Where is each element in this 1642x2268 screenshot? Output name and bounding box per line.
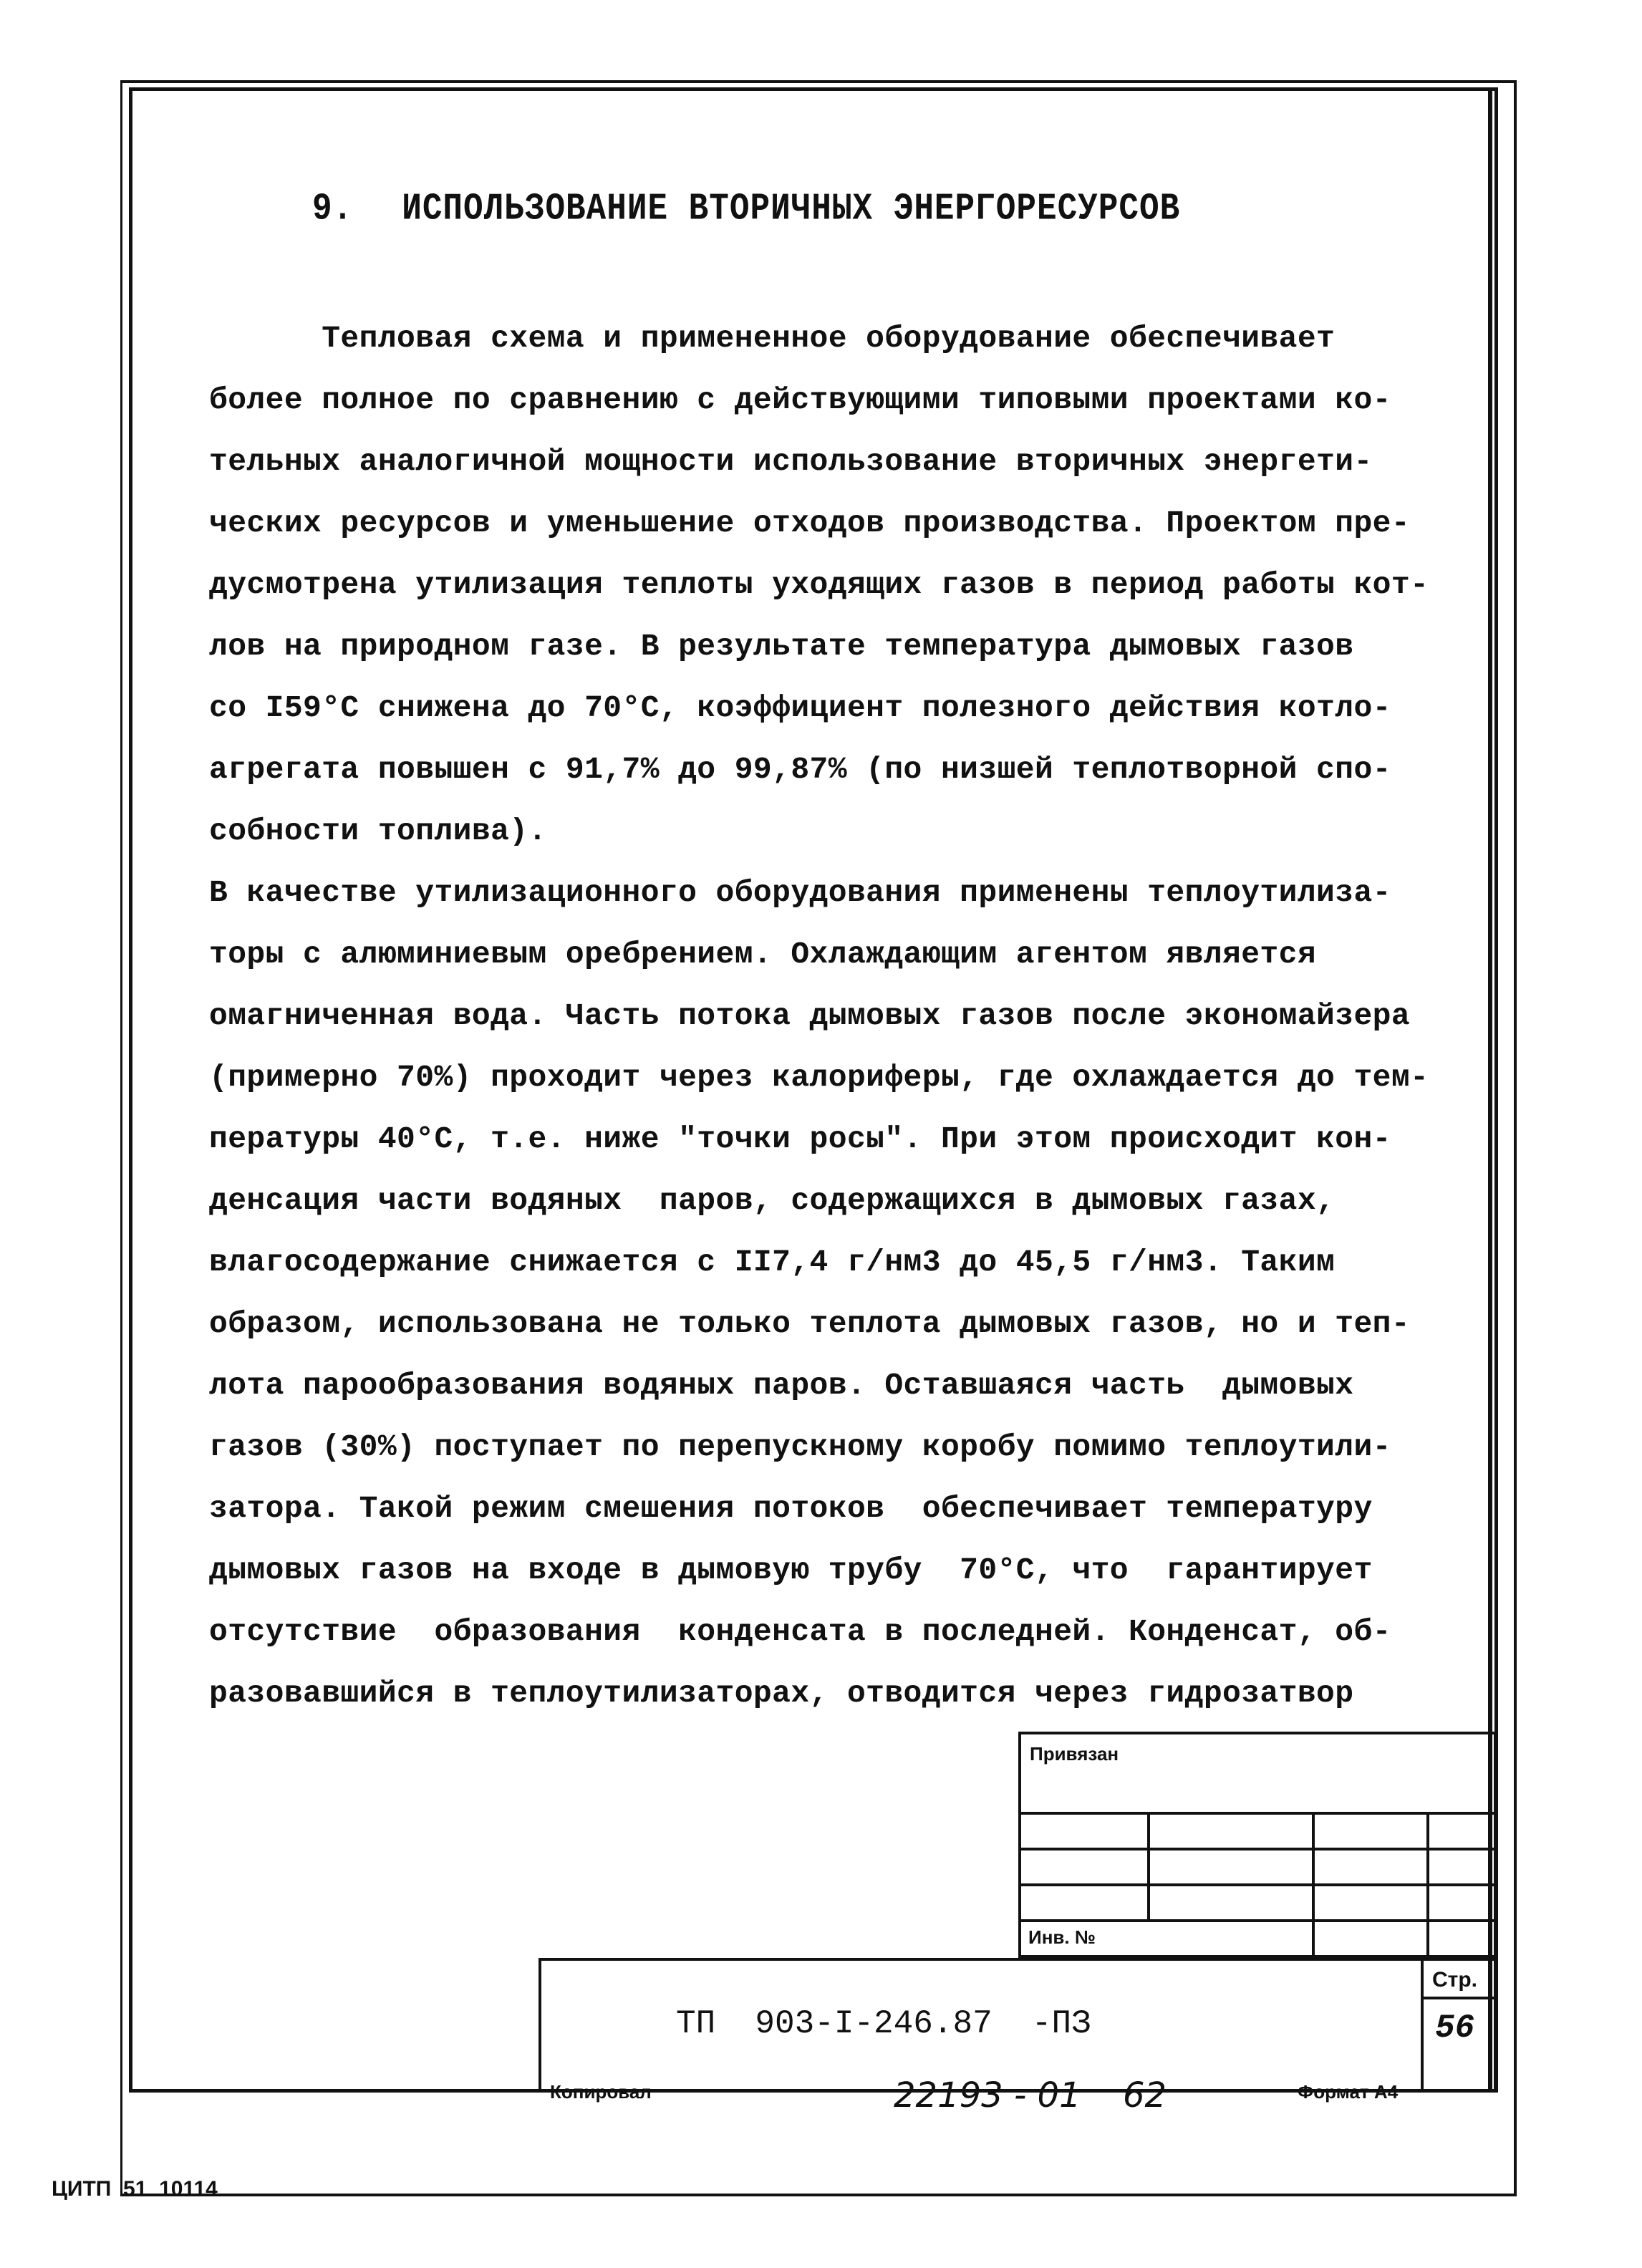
text-line: пературы 40°С, т.е. ниже "точки росы". При этом происходит кон-: [209, 1121, 1391, 1157]
text-line: собности топлива).: [209, 814, 547, 849]
text-line: отсутствие образования конденсата в последней. Конденсат, об-: [209, 1614, 1391, 1649]
handwritten-order-number: 22193 - 01: [894, 2075, 1081, 2115]
text-line: (примерно 70%) проходит через калориферы, где охлаждается до тем-: [209, 1060, 1429, 1095]
text-line: затора. Такой режим смешения потоков обеспечивает температуру: [209, 1491, 1373, 1526]
page-number: 56: [1435, 2009, 1475, 2047]
text-line: влагосодержание снижается с II7,4 г/нм3 до 45,5 г/нм3. Таким: [209, 1245, 1336, 1280]
stamp-rule: [1421, 1997, 1497, 1999]
binding-label: Привязан: [1030, 1743, 1119, 1765]
text-line: торы с алюминиевым оребрением. Охлаждающим агентом является: [209, 937, 1317, 972]
format-label: Формат А4: [1298, 2081, 1399, 2103]
stamp-divider: [1421, 1958, 1424, 2093]
handwritten-sheet-number: 62: [1123, 2075, 1167, 2115]
document-code: ТП 903-I-246.87 -ПЗ: [676, 2005, 1091, 2042]
section-heading: [312, 188, 1180, 231]
text-line: дусмотрена утилизация теплоты уходящих газов в период работы кот-: [209, 567, 1429, 602]
printer-mark: ЦИТП 51 10114: [52, 2177, 218, 2201]
text-line: дымовых газов на входе в дымовую трубу 70°С, что гарантирует: [209, 1553, 1373, 1588]
text-line: лота парообразования водяных паров. Оставшаяся часть дымовых: [209, 1368, 1354, 1403]
text-line: В качестве утилизационного оборудования применены теплоутилиза-: [209, 875, 1391, 910]
page-label: Стр.: [1432, 1968, 1478, 1992]
section-title: ИСПОЛЬЗОВАНИЕ ВТОРИЧНЫХ ЭНЕРГОРЕСУРСОВ: [402, 188, 1181, 231]
binding-stamp: [1018, 1732, 1497, 1958]
text-line: со I59°С снижена до 70°С, коэффициент полезного действия котло-: [209, 690, 1391, 725]
text-line: ческих ресурсов и уменьшение отходов производства. Проектом пре-: [209, 506, 1411, 541]
inventory-number-label: Инв. №: [1028, 1926, 1096, 1948]
text-line: более полное по сравнению с действующими типовыми проектами ко-: [209, 382, 1391, 418]
stamp-divider: [1312, 1812, 1315, 1958]
text-line: Тепловая схема и примененное оборудование обеспечивает: [209, 321, 1336, 356]
text-line: денсация части водяных паров, содержащихся в дымовых газах,: [209, 1183, 1336, 1218]
text-line: лов на природном газе. В результате температура дымовых газов: [209, 629, 1354, 664]
stamp-divider: [1147, 1812, 1150, 1919]
section-number: 9.: [312, 188, 354, 231]
stamp-rule: [1018, 1919, 1497, 1922]
text-line: омагниченная вода. Часть потока дымовых газов после экономайзера: [209, 998, 1411, 1033]
text-line: тельных аналогичной мощности использование вторичных энергети-: [209, 444, 1373, 479]
copied-by-label: Копировал: [550, 2081, 652, 2103]
stamp-rule: [1018, 1883, 1497, 1886]
text-line: агрегата повышен с 91,7% до 99,87% (по низшей теплотворной спо-: [209, 752, 1391, 787]
stamp-rule: [1018, 1812, 1497, 1815]
stamp-divider: [1426, 1812, 1429, 1958]
stamp-rule: [1018, 1848, 1497, 1850]
text-line: разовавшийся в теплоутилизаторах, отводится через гидрозатвор: [209, 1676, 1354, 1711]
text-line: газов (30%) поступает по перепускному коробу помимо теплоутили-: [209, 1429, 1391, 1464]
text-line: образом, использована не только теплота дымовых газов, но и теп-: [209, 1306, 1411, 1341]
